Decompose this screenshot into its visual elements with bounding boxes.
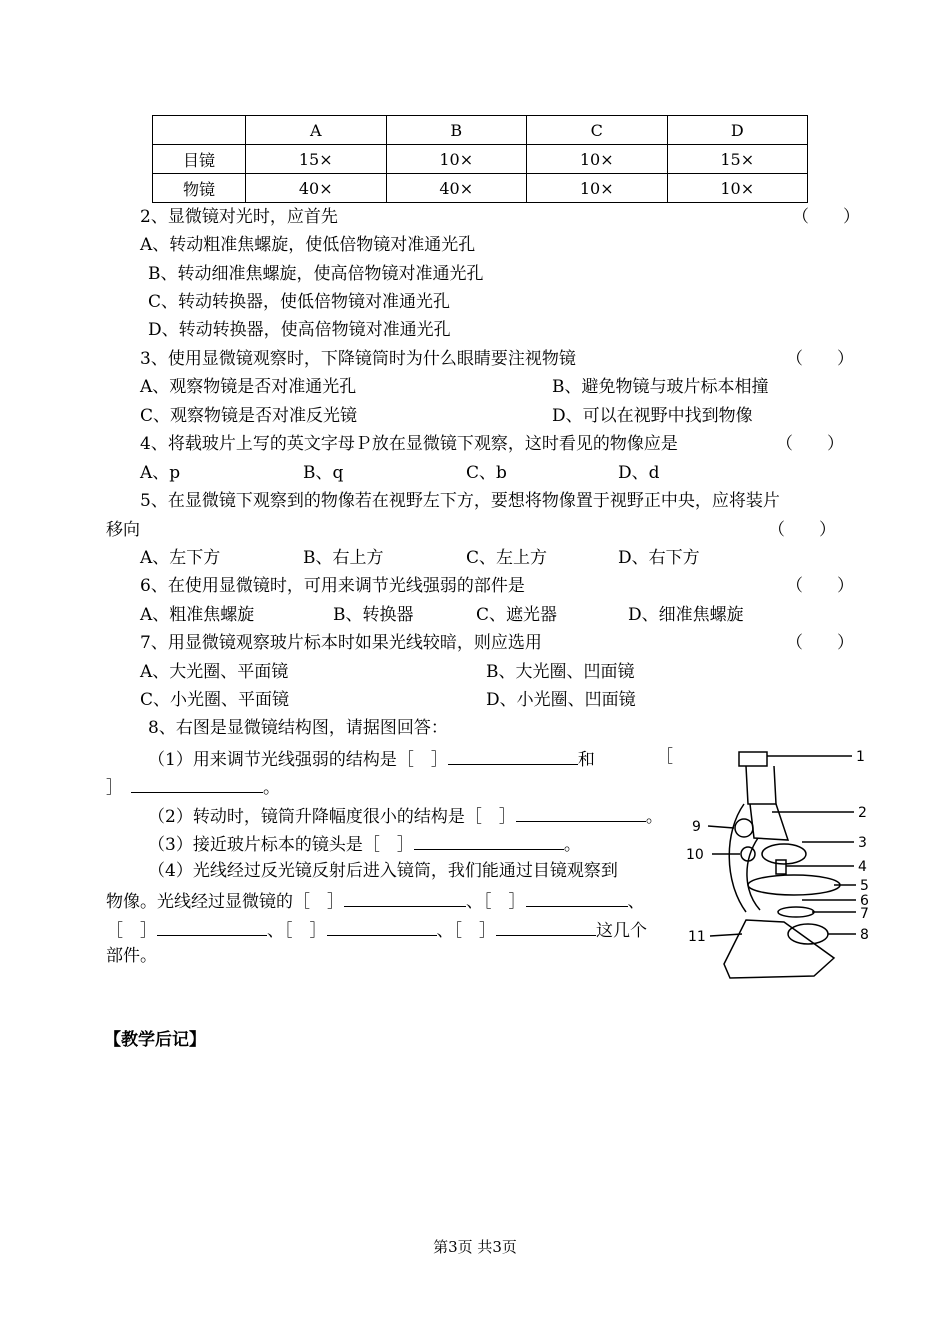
q4-option-c: C、b	[466, 463, 507, 483]
answer-blank[interactable]	[516, 806, 646, 822]
answer-blank[interactable]	[131, 777, 263, 793]
row-label: 物镜	[153, 174, 246, 203]
q6-option-a: A、粗准焦螺旋	[140, 605, 255, 625]
table-row	[153, 174, 808, 203]
lens-tube	[746, 766, 776, 804]
q8-part2-period: 。	[645, 807, 663, 827]
q8-part1-period: 。	[263, 778, 280, 798]
q8-part4-line4: 部件。	[106, 946, 157, 966]
q3-option-a: A、观察物镜是否对准通光孔	[140, 377, 357, 397]
q8-part1-text: （1）用来调节光线强弱的结构是［ ］	[148, 750, 448, 770]
q3-stem: 3、使用显微镜观察时，下降镜筒时为什么眼睛要注视物镜	[140, 349, 576, 369]
q8-part4-bracket: ［ ］	[106, 921, 157, 941]
table-cell: 10×	[667, 174, 808, 203]
table-header-cell: B	[386, 116, 527, 145]
q2-option-a: A、转动粗准焦螺旋，使低倍物镜对准通光孔	[140, 235, 476, 255]
table-header-cell: D	[667, 116, 808, 145]
q5-option-c: C、左上方	[466, 548, 548, 568]
q8-part4-line1: （4）光线经过反光镜反射后进入镜筒，我们能通过目镜观察到	[148, 861, 618, 881]
q8-part3-period: 。	[563, 835, 581, 855]
q4-option-a: A、p	[140, 463, 181, 483]
q7-option-a: A、大光圈、平面镜	[140, 662, 289, 682]
diagram-label: 5	[860, 878, 869, 894]
answer-blank[interactable]	[448, 749, 578, 765]
q5-stem: 5、在显微镜下观察到的物像若在视野左下方，要想将物像置于视野正中央，应将装片	[140, 491, 780, 511]
diagram-label: 2	[858, 805, 867, 821]
q5-stem-continued: 移向	[106, 520, 140, 540]
answer-blank[interactable]	[414, 834, 564, 850]
diagram-label: 10	[686, 847, 704, 863]
q4-option-d: D、d	[618, 463, 660, 483]
q3-option-d: D、可以在视野中找到物像	[552, 406, 753, 426]
q8-part1-line2	[106, 777, 280, 797]
q8-part4-text: 物像。光线经过显微镜的［ ］	[106, 892, 344, 912]
table-cell: 10×	[527, 174, 668, 203]
answer-blank[interactable]	[344, 891, 466, 907]
diagram-label: 9	[692, 819, 701, 835]
q5-answer-paren: （ ）	[768, 520, 836, 540]
table-row	[153, 145, 808, 174]
answer-blank[interactable]	[157, 920, 267, 936]
q6-answer-paren: （ ）	[786, 576, 854, 596]
q6-option-b: B、转换器	[333, 605, 414, 625]
q3-option-b: B、避免物镜与玻片标本相撞	[552, 377, 769, 397]
table-cell: 40×	[386, 174, 527, 203]
diagram-label: 4	[858, 859, 867, 875]
q8-part4-bracket: 、［ ］	[436, 921, 496, 941]
q2-answer-paren: （ ）	[792, 207, 860, 227]
table-cell: 40×	[246, 174, 387, 203]
table-cell: 10×	[527, 145, 668, 174]
q5-option-b: B、右上方	[303, 548, 384, 568]
q8-part1-open-bracket: ［	[656, 747, 673, 767]
q6-option-d: D、细准焦螺旋	[628, 605, 744, 625]
q2-option-b: B、转动细准焦螺旋，使高倍物镜对准通光孔	[148, 264, 484, 284]
arm	[729, 804, 746, 912]
table-header-cell: C	[527, 116, 668, 145]
table-header-cell: A	[246, 116, 387, 145]
coarse-adjustment-knob	[735, 819, 753, 837]
q4-stem: 4、将载玻片上写的英文字母Ｐ放在显微镜下观察，这时看见的物像应是	[140, 434, 678, 454]
q2-option-c: C、转动转换器，使低倍物镜对准通光孔	[148, 292, 451, 312]
q8-part1-line1	[148, 749, 595, 769]
table-cell: 10×	[386, 145, 527, 174]
table-corner-cell	[153, 116, 246, 145]
eyepiece	[739, 752, 767, 766]
q3-answer-paren: （ ）	[786, 349, 854, 369]
leader-line	[710, 934, 742, 936]
diagram-label: 6	[860, 893, 869, 909]
page-footer: 第3页 共3页	[433, 1238, 517, 1256]
diagram-label: 11	[688, 929, 706, 945]
q7-answer-paren: （ ）	[786, 633, 854, 653]
leader-line	[708, 826, 734, 828]
diagram-label: 3	[858, 835, 867, 851]
q8-part2-text: （2）转动时，镜筒升降幅度很小的结构是［ ］	[148, 807, 516, 827]
q6-option-c: C、遮光器	[476, 605, 558, 625]
q2-option-d: D、转动转换器，使高倍物镜对准通光孔	[148, 320, 451, 340]
q4-option-b: B、q	[303, 463, 344, 483]
q5-option-d: D、右下方	[618, 548, 700, 568]
q7-option-d: D、小光圈、凹面镜	[486, 690, 636, 710]
knob-8	[788, 924, 828, 944]
q8-part3-text: （3）接近玻片标本的镜头是［ ］	[148, 835, 414, 855]
q8-part1-close-bracket: ］	[106, 778, 123, 798]
table-cell: 15×	[246, 145, 387, 174]
q8-stem: 8、右图是显微镜结构图，请据图回答：	[148, 718, 448, 738]
q3-option-c: C、观察物镜是否对准反光镜	[140, 406, 358, 426]
reflector-mirror	[778, 907, 814, 917]
row-label: 目镜	[153, 145, 246, 174]
microscope-diagram	[684, 742, 880, 982]
q8-part4-line3	[106, 920, 647, 940]
q6-stem: 6、在使用显微镜时，可用来调节光线强弱的部件是	[140, 576, 525, 596]
answer-blank[interactable]	[526, 891, 628, 907]
q8-part4-tail: 这几个	[596, 921, 647, 941]
diagram-label: 8	[860, 927, 869, 943]
stage	[748, 875, 840, 895]
q8-part3	[148, 834, 581, 854]
q8-part1-and: 和	[577, 750, 595, 770]
table-cell: 15×	[667, 145, 808, 174]
q5-option-a: A、左下方	[140, 548, 221, 568]
table-header-row	[153, 116, 808, 145]
q4-answer-paren: （ ）	[776, 434, 844, 454]
answer-blank[interactable]	[327, 920, 437, 936]
nosepiece	[762, 844, 806, 864]
q8-part4-bracket: 、［ ］	[466, 892, 526, 912]
teaching-notes-heading: 【教学后记】	[104, 1030, 206, 1050]
q2-stem: 2、显微镜对光时，应首先	[140, 207, 338, 227]
objective-lens	[776, 860, 786, 874]
diagram-label: 7	[860, 906, 869, 922]
magnification-table	[152, 115, 808, 203]
q8-part4-sep: 、	[627, 892, 645, 912]
tube-lower	[750, 804, 788, 840]
q8-part4-bracket: 、［ ］	[267, 921, 327, 941]
q7-option-c: C、小光圈、平面镜	[140, 690, 290, 710]
q7-option-b: B、大光圈、凹面镜	[486, 662, 635, 682]
q7-stem: 7、用显微镜观察玻片标本时如果光线较暗，则应选用	[140, 633, 542, 653]
diagram-label: 1	[856, 749, 865, 765]
base	[724, 920, 834, 978]
q8-part4-line2	[106, 891, 645, 911]
q8-part2	[148, 806, 663, 826]
answer-blank[interactable]	[496, 920, 596, 936]
